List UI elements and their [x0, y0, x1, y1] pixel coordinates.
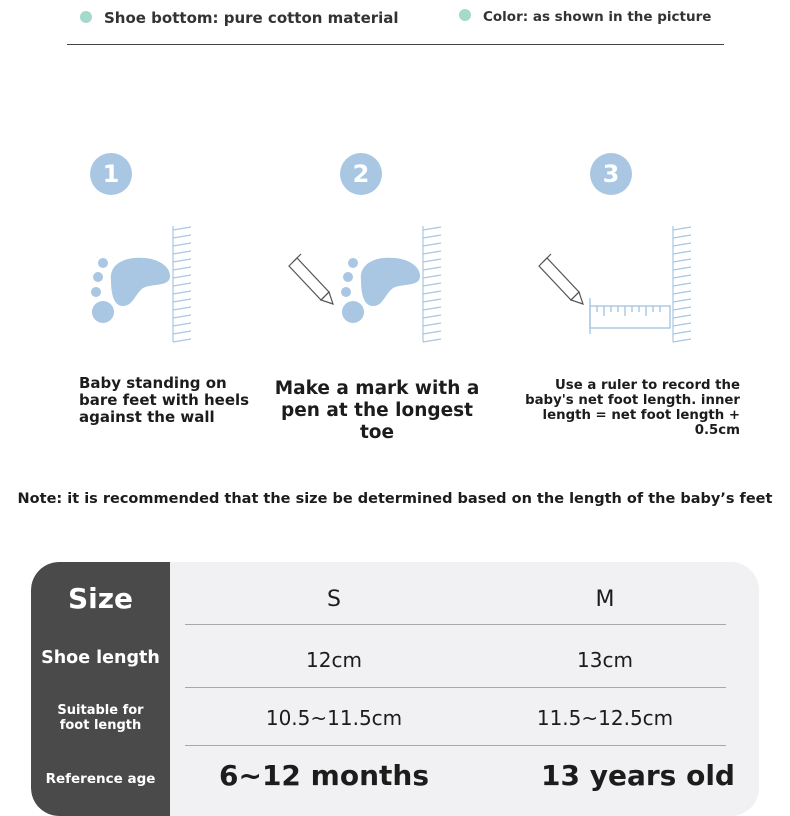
pencil-icon: [289, 254, 333, 304]
footprint-icon: [91, 258, 170, 323]
pencil-icon: [539, 254, 583, 304]
spec-color: [459, 9, 711, 25]
spec-color-text: Color: as shown in the picture: [483, 9, 712, 25]
size-m: M: [595, 587, 615, 612]
header-reference-age: Reference age: [45, 771, 156, 787]
step-number-3: 3: [590, 153, 632, 195]
step-2-illustration: [285, 222, 445, 347]
spec-shoe-bottom: [80, 9, 399, 27]
foot-length-s: 10.5~11.5cm: [265, 706, 403, 730]
ruler-icon: [590, 298, 670, 334]
step-number-1: 1: [90, 153, 132, 195]
row-divider: [185, 745, 726, 746]
wall-icon: [673, 226, 691, 342]
step-3-illustration: [535, 222, 695, 347]
wall-icon: [423, 226, 441, 342]
header-foot-length: [31, 703, 170, 733]
row-divider: [185, 624, 726, 625]
wall-icon: [173, 226, 191, 342]
reference-age-s: 6~12 months: [219, 759, 429, 792]
header-foot-length-text: Suitable for foot length: [57, 703, 144, 733]
spec-shoe-bottom-text: Shoe bottom: pure cotton material: [104, 9, 399, 27]
step-1-text: Baby standing on bare feet with heels against the wall: [79, 374, 250, 426]
divider: [67, 44, 724, 45]
size-table-header-column: [31, 562, 170, 816]
size-s: S: [327, 587, 341, 612]
header-size: Size: [67, 582, 134, 615]
footprint-icon: [341, 258, 420, 323]
size-table: [31, 562, 759, 816]
size-note: Note: it is recommended that the size be determined based on the length of the baby’s feet: [17, 491, 773, 507]
shoe-length-m: 13cm: [577, 648, 633, 672]
shoe-length-s: 12cm: [306, 648, 362, 672]
step-3-text: Use a ruler to record the baby's net foot length. inner length = net foot length + 0.5cm: [525, 378, 740, 438]
foot-length-m: 11.5~12.5cm: [536, 706, 674, 730]
reference-age-m: 13 years old: [541, 759, 735, 792]
row-divider: [185, 687, 726, 688]
step-1-illustration: [85, 222, 205, 347]
bullet-dot-icon: [459, 9, 471, 21]
header-shoe-length: Shoe length: [41, 648, 160, 668]
bullet-dot-icon: [80, 11, 92, 23]
step-2-text: Make a mark with a pen at the longest toe: [274, 378, 480, 443]
step-number-2: 2: [340, 153, 382, 195]
